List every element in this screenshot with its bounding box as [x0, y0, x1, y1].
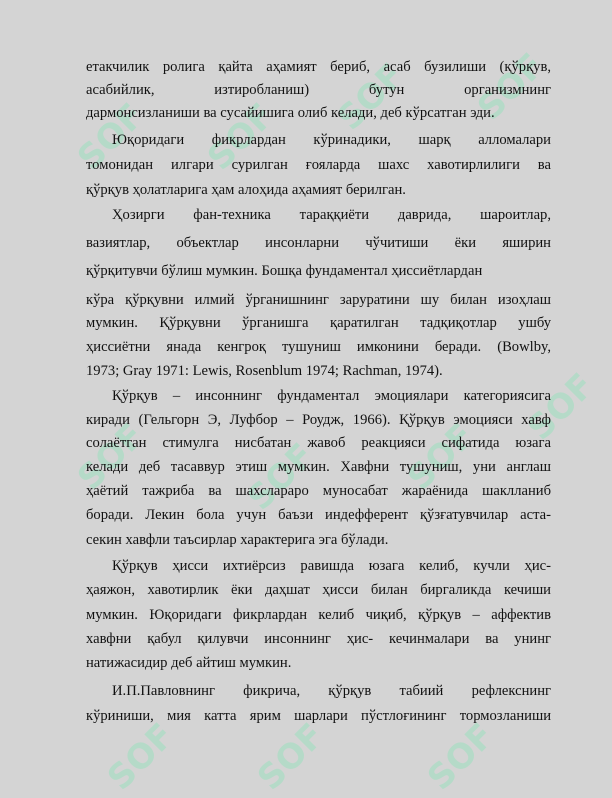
text-line: И.П.Павловнинг фикрича, қўрқув табиий рефлекснинг [112, 683, 551, 699]
watermark: SOF [100, 715, 183, 798]
text-line: ҳаяжон, хавотирлик ёки даҳшат ҳисси билан биргаликда кечиши [86, 582, 551, 598]
watermark: SOF [520, 365, 603, 449]
text-line: дармонсизланиши ва сусайишига олиб келади, деб кўрсатган эди. [86, 105, 495, 121]
text-line: ҳиссиётни янада кенгроқ тушуниш имконини беради. (Bowlby, [86, 339, 551, 355]
text-line: вазиятлар, объектлар инсонларни чўчитиши ёки яширин [86, 235, 551, 251]
text-line: қўрқитувчи бўлиш мумкин. Бошқа фундаментал ҳиссиётлардан [86, 263, 483, 279]
text-line: киради (Гельгорн Э, Луфбор – Роудж, 1966). Қўрқув эмоцияси хавф [86, 412, 551, 428]
text-line: боради. Лекин бола учун баъзи индефферент қўзғатувчилар аста- [86, 507, 551, 523]
text-line: натижасидир деб айтиш мумкин. [86, 655, 292, 671]
text-line: Қўрқув – инсоннинг фундаментал эмоциялари категориясига [112, 388, 551, 404]
text-line: мумкин. Юқоридаги фикрлардан келиб чиқиб, қўрқув – аффектив [86, 607, 551, 623]
watermark: SOF [400, 415, 483, 499]
text-line: хавфни қабул қилувчи инсоннинг ҳис- кечинмалари ва унинг [86, 631, 551, 647]
watermark: SOF [470, 45, 553, 129]
text-line: кўриниши, мия катта ярим шарлари пўстлоғининг тормозланиши [86, 708, 551, 724]
text-line: секин хавфли таъсирлар характерига эга бўлади. [86, 532, 389, 548]
text-line: Қўрқув ҳисси ихтиёрсиз равишда юзага келиб, кучли ҳис- [112, 558, 551, 574]
text-line: томонидан илгари сурилган ғояларда шахс хавотирлилиги ва [86, 157, 551, 173]
watermark: SOF [200, 95, 283, 179]
watermark: SOF [70, 415, 153, 499]
watermark: SOF [420, 715, 503, 798]
text-line: қўрқув ҳолатларига ҳам алоҳида аҳамият берилган. [86, 182, 406, 198]
text-line: ҳаётий тажриба ва шахслараро муносабат жараёнида шаклланиб [86, 483, 551, 499]
text-line: Юқоридаги фикрлардан кўринадики, шарқ алломалари [112, 132, 551, 148]
text-line: асабийлик, изтиробланиш) бутун организмнинг [86, 82, 551, 98]
watermark: SOF [70, 95, 153, 179]
watermark: SOF [330, 55, 413, 139]
text-line: солаётган стимулга нисбатан жавоб реакцияси сифатида юзага [86, 435, 551, 451]
watermark: SOF [250, 715, 333, 798]
text-line: мумкин. Қўрқувни ўрганишга қаратилган тадқиқотлар ушбу [86, 315, 551, 331]
text-line: кўра қўрқувни илмий ўрганишнинг заруратини шу билан изоҳлаш [86, 292, 551, 308]
text-line: Ҳозирги фан-техника тараққиёти даврида, шароитлар, [112, 207, 551, 223]
text-line: етакчилик ролига қайта аҳамият бериб, асаб бузилиши (қўрқув, [86, 59, 551, 75]
watermark: SOF [240, 435, 323, 519]
text-line: 1973; Gray 1971: Lewis, Rosenblum 1974; Rachman, 1974). [86, 363, 443, 379]
text-line: келади деб тасаввур этиш мумкин. Хавфни тушуниш, уни англаш [86, 459, 551, 475]
